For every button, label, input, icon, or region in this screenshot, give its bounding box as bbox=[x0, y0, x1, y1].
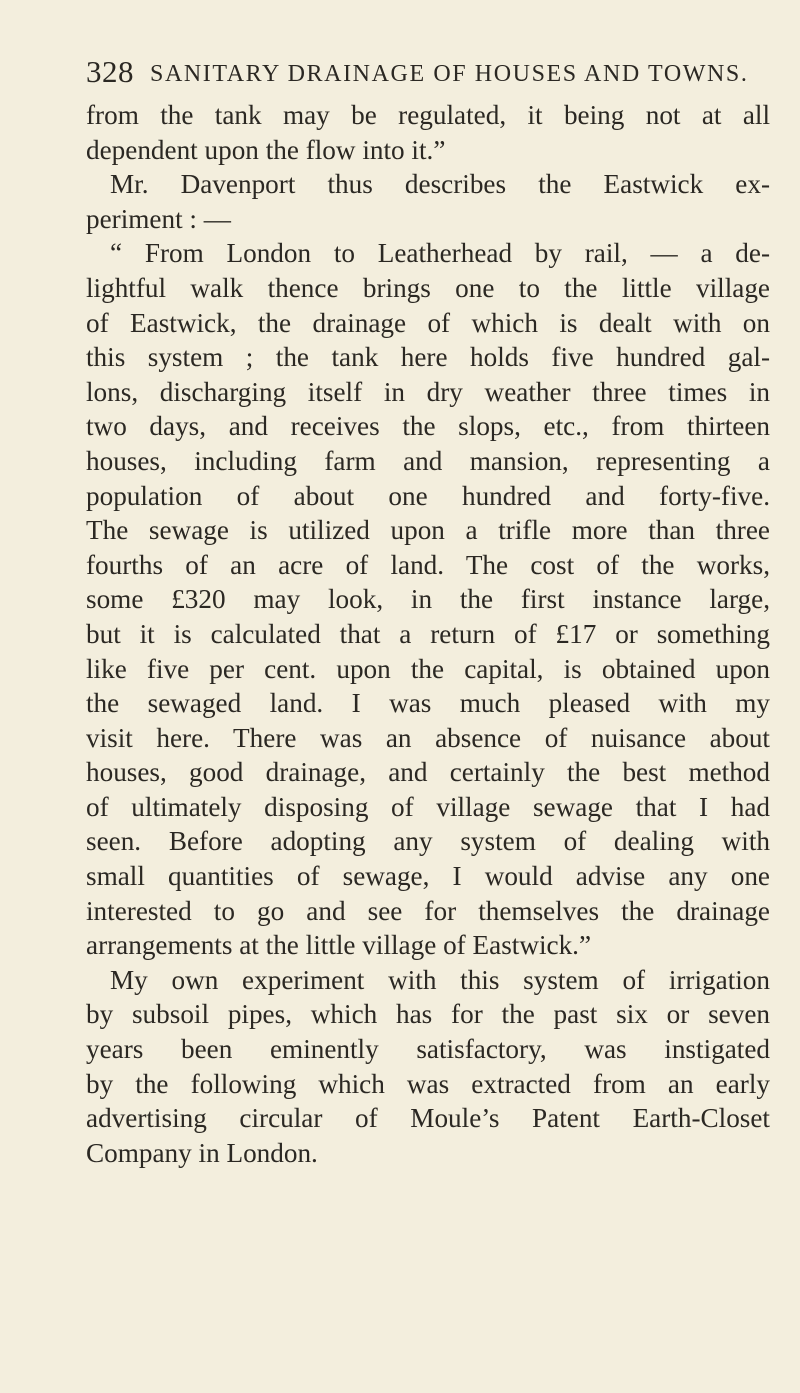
body-text bbox=[86, 98, 770, 1170]
text-line: by subsoil pipes, which has for the past six or seven bbox=[86, 999, 770, 1030]
running-title: SANITARY DRAINAGE OF HOUSES AND TOWNS. bbox=[150, 61, 749, 87]
running-head bbox=[86, 52, 749, 92]
text-line: My own experiment with this system of irrigation bbox=[110, 964, 770, 995]
text-line: interested to go and see for themselves the drainage bbox=[86, 895, 770, 926]
text-line: by the following which was extracted from an early bbox=[86, 1068, 770, 1099]
text-line: fourths of an acre of land. The cost of the works, bbox=[86, 549, 770, 580]
text-line: Mr. Davenport thus describes the Eastwick ex- bbox=[110, 169, 770, 200]
text-line: lons, discharging itself in dry weather three times in bbox=[86, 376, 770, 407]
text-line: visit here. There was an absence of nuisance about bbox=[86, 722, 770, 753]
text-line: of Eastwick, the drainage of which is dealt with on bbox=[86, 307, 770, 338]
text-line: some £320 may look, in the first instance large, bbox=[86, 584, 770, 615]
text-line: two days, and receives the slops, etc., from thirteen bbox=[86, 411, 770, 442]
text-line: lightful walk thence brings one to the little village bbox=[86, 272, 770, 303]
text-line: like five per cent. upon the capital, is obtained upon bbox=[86, 653, 770, 684]
text-line: “ From London to Leatherhead by rail, — a de- bbox=[110, 238, 770, 269]
text-line: houses, including farm and mansion, representing a bbox=[86, 445, 770, 476]
text-line: advertising circular of Moule’s Patent Earth-Closet bbox=[86, 1103, 770, 1134]
text-line: houses, good drainage, and certainly the best method bbox=[86, 757, 770, 788]
text-line: years been eminently satisfactory, was instigated bbox=[86, 1034, 770, 1065]
text-line: seen. Before adopting any system of dealing with bbox=[86, 826, 770, 857]
text-line: the sewaged land. I was much pleased with my bbox=[86, 688, 770, 719]
text-line: dependent upon the flow into it.” bbox=[86, 134, 446, 165]
text-line: The sewage is utilized upon a trifle more than three bbox=[86, 515, 770, 546]
text-line: of ultimately disposing of village sewage that I had bbox=[86, 791, 770, 822]
text-line: population of about one hundred and forty-five. bbox=[86, 480, 770, 511]
text-line: but it is calculated that a return of £17 or something bbox=[86, 618, 770, 649]
text-line: from the tank may be regulated, it being not at all bbox=[86, 100, 770, 130]
text-line: arrangements at the little village of Eastwick.” bbox=[86, 930, 592, 961]
page-number: 328 bbox=[86, 54, 134, 89]
text-line: small quantities of sewage, I would advise any one bbox=[86, 861, 770, 892]
text-line: this system ; the tank here holds five hundred gal- bbox=[86, 342, 770, 373]
text-line: periment : — bbox=[86, 203, 231, 234]
text-line: Company in London. bbox=[86, 1137, 318, 1168]
